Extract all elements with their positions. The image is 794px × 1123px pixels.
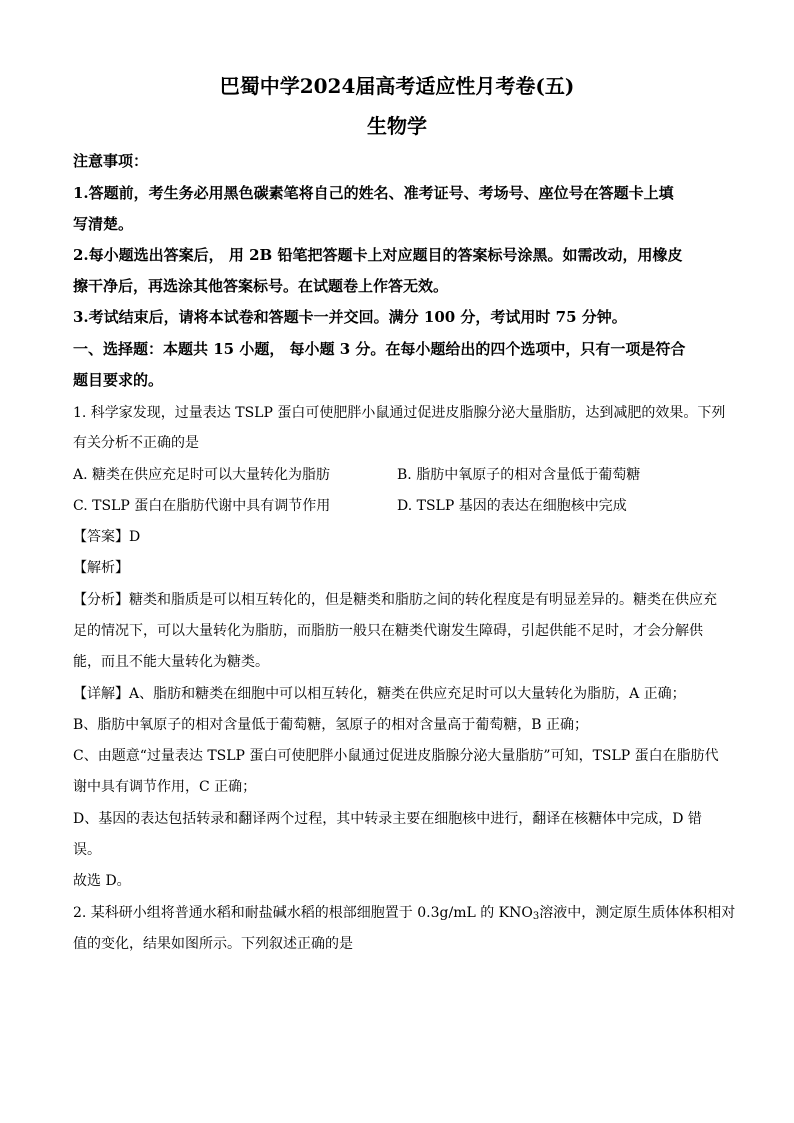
analysis-line: C、由题意“过量表达 TSLP 蛋白可使肥胖小鼠通过促进皮脂腺分泌大量脂肪”可知，TSLP 蛋白在脂肪代: [73, 748, 719, 764]
question-2-stem: [73, 902, 735, 922]
analysis-line: 能，而且不能大量转化为糖类。: [73, 654, 269, 670]
analysis-line: 误。: [73, 842, 101, 858]
analysis-line: 【详解】A、脂肪和糖类在细胞中可以相互转化，糖类在供应充足时可以大量转化为脂肪，A 正确；: [73, 686, 686, 702]
option-c: C. TSLP 蛋白在脂肪代谢中具有调节作用: [73, 498, 331, 514]
subscript: 3: [532, 911, 540, 922]
analysis-line: B、脂肪中氧原子的相对含量低于葡萄糖，氢原子的相对含量高于葡萄糖，B 正确；: [73, 717, 589, 733]
notice-line: 2.每小题选出答案后， 用 2B 铅笔把答题卡上对应题目的答案标号涂黑。如需改动，用橡皮: [73, 246, 683, 264]
subject-title: 生物学: [367, 114, 427, 138]
question-2-stem: 值的变化，结果如图所示。下列叙述正确的是: [73, 936, 353, 952]
question-2-text: 2. 某科研小组将普通水稻和耐盐碱水稻的根部细胞置于 0.3g/mL 的 KNO: [73, 905, 533, 921]
analysis-line: 【分析】糖类和脂质是可以相互转化的，但是糖类和脂肪之间的转化程度是有明显差异的。糖类在供应充: [73, 592, 717, 608]
analysis-heading: 【解析】: [73, 560, 129, 576]
option-b: B. 脂肪中氧原子的相对含量低于葡萄糖: [397, 467, 641, 483]
analysis-line: 谢中具有调节作用，C 正确；: [73, 779, 257, 795]
exam-title: 巴蜀中学2024届高考适应性月考卷(五): [219, 74, 575, 98]
question-2-text: 溶液中，测定原生质体体积相对: [539, 905, 736, 921]
question-1-stem: 1. 科学家发现，过量表达 TSLP 蛋白可使肥胖小鼠通过促进皮脂腺分泌大量脂肪，达到减肥的效果。下列: [73, 405, 726, 421]
option-d: D. TSLP 基因的表达在细胞核中完成: [397, 498, 627, 514]
section-heading: 题目要求的。: [73, 371, 164, 389]
analysis-line: D、基因的表达包括转录和翻译两个过程，其中转录主要在细胞核中进行，翻译在核糖体中完成，D 错: [73, 811, 702, 827]
analysis-line: 故选 D。: [73, 873, 131, 889]
notice-line: 3.考试结束后，请将本试卷和答题卡一并交回。满分 100 分，考试用时 75 分钟。: [73, 308, 627, 326]
analysis-line: 足的情况下，可以大量转化为脂肪，而脂肪一般只在糖类代谢发生障碍，引起供能不足时，才会分解供: [73, 623, 703, 639]
question-1-stem: 有关分析不正确的是: [73, 435, 199, 451]
option-a: A. 糖类在供应充足时可以大量转化为脂肪: [73, 467, 331, 483]
notice-heading: 注意事项：: [73, 152, 149, 170]
section-heading: 一、选择题：本题共 15 小题， 每小题 3 分。在每小题给出的四个选项中，只有一项是符合: [73, 340, 686, 358]
answer: 【答案】D: [73, 529, 141, 545]
notice-line: 1.答题前，考生务必用黑色碳素笔将自己的姓名、准考证号、考场号、座位号在答题卡上填: [73, 184, 674, 202]
notice-line: 擦干净后，再选涂其他答案标号。在试题卷上作答无效。: [73, 277, 449, 295]
notice-line: 写清楚。: [73, 215, 134, 233]
